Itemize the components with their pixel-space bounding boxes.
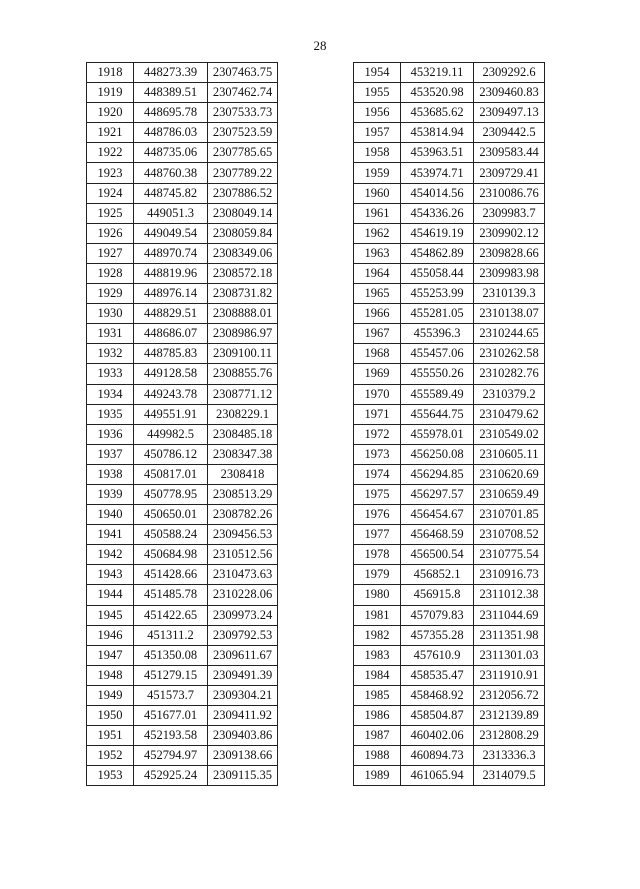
y-coordinate-cell: 2310775.54 [474,545,545,565]
table-row [354,404,545,424]
point-number-cell: 1975 [354,484,401,504]
y-coordinate-cell: 2309983.7 [474,203,545,223]
y-coordinate-cell: 2309497.13 [474,103,545,123]
y-coordinate-cell: 2308485.18 [208,424,278,444]
point-number-cell: 1923 [87,163,134,183]
point-number-cell: 1925 [87,203,134,223]
x-coordinate-cell: 453963.51 [401,143,474,163]
x-coordinate-cell: 448745.82 [134,183,208,203]
point-number-cell: 1984 [354,665,401,685]
table-row [354,645,545,665]
table-row [354,263,545,283]
y-coordinate-cell: 2309973.24 [208,605,278,625]
point-number-cell: 1945 [87,605,134,625]
table-row [87,63,278,83]
point-number-cell: 1928 [87,263,134,283]
point-number-cell: 1988 [354,746,401,766]
table-row [87,706,278,726]
point-number-cell: 1969 [354,364,401,384]
point-number-cell: 1958 [354,143,401,163]
table-row [354,545,545,565]
x-coordinate-cell: 458504.87 [401,706,474,726]
coordinates-table-left [86,62,278,786]
table-row [87,384,278,404]
x-coordinate-cell: 449128.58 [134,364,208,384]
table-row [354,444,545,464]
point-number-cell: 1924 [87,183,134,203]
point-number-cell: 1937 [87,444,134,464]
table-row [354,243,545,263]
point-number-cell: 1939 [87,484,134,504]
table-row [354,726,545,746]
y-coordinate-cell: 2310620.69 [474,464,545,484]
y-coordinate-cell: 2309442.5 [474,123,545,143]
point-number-cell: 1946 [87,625,134,645]
point-number-cell: 1977 [354,525,401,545]
x-coordinate-cell: 451485.78 [134,585,208,605]
x-coordinate-cell: 454014.56 [401,183,474,203]
y-coordinate-cell: 2310228.06 [208,585,278,605]
table-row [87,163,278,183]
y-coordinate-cell: 2310708.52 [474,525,545,545]
x-coordinate-cell: 455457.06 [401,344,474,364]
table-row [354,143,545,163]
point-number-cell: 1938 [87,464,134,484]
point-number-cell: 1981 [354,605,401,625]
table-row [87,263,278,283]
x-coordinate-cell: 450817.01 [134,464,208,484]
x-coordinate-cell: 452193.58 [134,726,208,746]
x-coordinate-cell: 451422.65 [134,605,208,625]
point-number-cell: 1953 [87,766,134,786]
y-coordinate-cell: 2310379.2 [474,384,545,404]
y-coordinate-cell: 2308049.14 [208,203,278,223]
table-row [354,706,545,726]
y-coordinate-cell: 2307533.73 [208,103,278,123]
x-coordinate-cell: 456297.57 [401,484,474,504]
point-number-cell: 1957 [354,123,401,143]
point-number-cell: 1952 [87,746,134,766]
x-coordinate-cell: 456294.85 [401,464,474,484]
x-coordinate-cell: 461065.94 [401,766,474,786]
x-coordinate-cell: 448819.96 [134,263,208,283]
point-number-cell: 1919 [87,83,134,103]
table-row [354,565,545,585]
x-coordinate-cell: 455058.44 [401,263,474,283]
x-coordinate-cell: 449982.5 [134,424,208,444]
y-coordinate-cell: 2307789.22 [208,163,278,183]
point-number-cell: 1943 [87,565,134,585]
table-row [87,746,278,766]
x-coordinate-cell: 452794.97 [134,746,208,766]
y-coordinate-cell: 2309456.53 [208,525,278,545]
table-row [354,464,545,484]
point-number-cell: 1974 [354,464,401,484]
y-coordinate-cell: 2310701.85 [474,505,545,525]
x-coordinate-cell: 451311.2 [134,625,208,645]
x-coordinate-cell: 453814.94 [401,123,474,143]
x-coordinate-cell: 454619.19 [401,223,474,243]
x-coordinate-cell: 457079.83 [401,605,474,625]
point-number-cell: 1922 [87,143,134,163]
point-number-cell: 1963 [354,243,401,263]
y-coordinate-cell: 2310139.3 [474,284,545,304]
point-number-cell: 1951 [87,726,134,746]
y-coordinate-cell: 2309611.67 [208,645,278,665]
point-number-cell: 1920 [87,103,134,123]
point-number-cell: 1933 [87,364,134,384]
point-number-cell: 1955 [354,83,401,103]
y-coordinate-cell: 2310916.73 [474,565,545,585]
point-number-cell: 1931 [87,324,134,344]
y-coordinate-cell: 2311351.98 [474,625,545,645]
x-coordinate-cell: 448686.07 [134,324,208,344]
y-coordinate-cell: 2310138.07 [474,304,545,324]
x-coordinate-cell: 451279.15 [134,665,208,685]
point-number-cell: 1959 [354,163,401,183]
point-number-cell: 1978 [354,545,401,565]
table-row [87,525,278,545]
x-coordinate-cell: 450684.98 [134,545,208,565]
point-number-cell: 1979 [354,565,401,585]
table-row [87,304,278,324]
x-coordinate-cell: 453520.98 [401,83,474,103]
y-coordinate-cell: 2309983.98 [474,263,545,283]
x-coordinate-cell: 450650.01 [134,505,208,525]
page-number: 28 [313,38,327,53]
x-coordinate-cell: 457355.28 [401,625,474,645]
y-coordinate-cell: 2308855.76 [208,364,278,384]
table-row [354,324,545,344]
table-row [354,505,545,525]
coordinates-table-right [353,62,545,786]
y-coordinate-cell: 2309115.35 [208,766,278,786]
point-number-cell: 1918 [87,63,134,83]
point-number-cell: 1927 [87,243,134,263]
point-number-cell: 1972 [354,424,401,444]
point-number-cell: 1935 [87,404,134,424]
y-coordinate-cell: 2308572.18 [208,263,278,283]
x-coordinate-cell: 448760.38 [134,163,208,183]
point-number-cell: 1965 [354,284,401,304]
y-coordinate-cell: 2310549.02 [474,424,545,444]
point-number-cell: 1921 [87,123,134,143]
table-row [87,364,278,384]
y-coordinate-cell: 2307463.75 [208,63,278,83]
point-number-cell: 1967 [354,324,401,344]
x-coordinate-cell: 449049.54 [134,223,208,243]
x-coordinate-cell: 453219.11 [401,63,474,83]
x-coordinate-cell: 455253.99 [401,284,474,304]
table-row [354,685,545,705]
point-number-cell: 1948 [87,665,134,685]
y-coordinate-cell: 2308347.38 [208,444,278,464]
table-row [354,746,545,766]
table-row [87,424,278,444]
point-number-cell: 1982 [354,625,401,645]
point-number-cell: 1973 [354,444,401,464]
table-row [87,344,278,364]
y-coordinate-cell: 2310473.63 [208,565,278,585]
y-coordinate-cell: 2308731.82 [208,284,278,304]
y-coordinate-cell: 2310244.65 [474,324,545,344]
table-row [354,665,545,685]
table-row [87,444,278,464]
y-coordinate-cell: 2307462.74 [208,83,278,103]
x-coordinate-cell: 455978.01 [401,424,474,444]
table-row [354,63,545,83]
x-coordinate-cell: 451428.66 [134,565,208,585]
point-number-cell: 1934 [87,384,134,404]
y-coordinate-cell: 2308888.01 [208,304,278,324]
table-row [354,223,545,243]
table-row [87,685,278,705]
point-number-cell: 1980 [354,585,401,605]
table-row [87,243,278,263]
point-number-cell: 1930 [87,304,134,324]
y-coordinate-cell: 2308782.26 [208,505,278,525]
point-number-cell: 1985 [354,685,401,705]
table-row [354,284,545,304]
y-coordinate-cell: 2313336.3 [474,746,545,766]
y-coordinate-cell: 2310659.49 [474,484,545,504]
table-row [354,83,545,103]
x-coordinate-cell: 455550.26 [401,364,474,384]
table-row [354,163,545,183]
table-row [87,605,278,625]
x-coordinate-cell: 460402.06 [401,726,474,746]
table-row [354,364,545,384]
y-coordinate-cell: 2307523.59 [208,123,278,143]
table-row [354,424,545,444]
y-coordinate-cell: 2310512.56 [208,545,278,565]
x-coordinate-cell: 456468.59 [401,525,474,545]
point-number-cell: 1971 [354,404,401,424]
y-coordinate-cell: 2308986.97 [208,324,278,344]
point-number-cell: 1950 [87,706,134,726]
y-coordinate-cell: 2310605.11 [474,444,545,464]
y-coordinate-cell: 2311301.03 [474,645,545,665]
point-number-cell: 1929 [87,284,134,304]
point-number-cell: 1940 [87,505,134,525]
point-number-cell: 1983 [354,645,401,665]
y-coordinate-cell: 2311910.91 [474,665,545,685]
y-coordinate-cell: 2308513.29 [208,484,278,504]
x-coordinate-cell: 455281.05 [401,304,474,324]
table-row [354,344,545,364]
y-coordinate-cell: 2310262.58 [474,344,545,364]
table-row [354,183,545,203]
table-row [87,103,278,123]
x-coordinate-cell: 458535.47 [401,665,474,685]
point-number-cell: 1936 [87,424,134,444]
x-coordinate-cell: 448735.06 [134,143,208,163]
table-row [87,464,278,484]
point-number-cell: 1949 [87,685,134,705]
y-coordinate-cell: 2308229.1 [208,404,278,424]
x-coordinate-cell: 451350.08 [134,645,208,665]
table-row [354,304,545,324]
x-coordinate-cell: 448785.83 [134,344,208,364]
table-row [87,203,278,223]
y-coordinate-cell: 2309583.44 [474,143,545,163]
table-row [87,645,278,665]
table-row [87,404,278,424]
point-number-cell: 1941 [87,525,134,545]
x-coordinate-cell: 455644.75 [401,404,474,424]
y-coordinate-cell: 2311044.69 [474,605,545,625]
y-coordinate-cell: 2309491.39 [208,665,278,685]
y-coordinate-cell: 2309729.41 [474,163,545,183]
table-row [87,585,278,605]
table-row [354,605,545,625]
table-row [87,123,278,143]
y-coordinate-cell: 2309292.6 [474,63,545,83]
table-row [354,585,545,605]
y-coordinate-cell: 2309460.83 [474,83,545,103]
y-coordinate-cell: 2309828.66 [474,243,545,263]
x-coordinate-cell: 449551.91 [134,404,208,424]
table-row [87,324,278,344]
y-coordinate-cell: 2311012.38 [474,585,545,605]
x-coordinate-cell: 455396.3 [401,324,474,344]
table-row [87,505,278,525]
table-row [87,284,278,304]
x-coordinate-cell: 460894.73 [401,746,474,766]
y-coordinate-cell: 2312808.29 [474,726,545,746]
x-coordinate-cell: 448389.51 [134,83,208,103]
table-row [87,665,278,685]
point-number-cell: 1954 [354,63,401,83]
x-coordinate-cell: 450778.95 [134,484,208,504]
y-coordinate-cell: 2309403.86 [208,726,278,746]
x-coordinate-cell: 448976.14 [134,284,208,304]
table-row [354,625,545,645]
x-coordinate-cell: 450588.24 [134,525,208,545]
y-coordinate-cell: 2308418 [208,464,278,484]
x-coordinate-cell: 457610.9 [401,645,474,665]
table-row [87,183,278,203]
x-coordinate-cell: 456500.54 [401,545,474,565]
x-coordinate-cell: 458468.92 [401,685,474,705]
y-coordinate-cell: 2309411.92 [208,706,278,726]
y-coordinate-cell: 2309792.53 [208,625,278,645]
y-coordinate-cell: 2309902.12 [474,223,545,243]
y-coordinate-cell: 2309100.11 [208,344,278,364]
table-row [354,766,545,786]
x-coordinate-cell: 456454.67 [401,505,474,525]
table-row [354,123,545,143]
point-number-cell: 1932 [87,344,134,364]
table-row [87,766,278,786]
table-row [87,545,278,565]
x-coordinate-cell: 448829.51 [134,304,208,324]
x-coordinate-cell: 453974.71 [401,163,474,183]
y-coordinate-cell: 2312139.89 [474,706,545,726]
table-row [87,726,278,746]
y-coordinate-cell: 2307785.65 [208,143,278,163]
x-coordinate-cell: 456250.08 [401,444,474,464]
point-number-cell: 1962 [354,223,401,243]
y-coordinate-cell: 2309138.66 [208,746,278,766]
table-row [87,565,278,585]
table-row [87,143,278,163]
y-coordinate-cell: 2314079.5 [474,766,545,786]
point-number-cell: 1987 [354,726,401,746]
y-coordinate-cell: 2307886.52 [208,183,278,203]
table-row [87,625,278,645]
x-coordinate-cell: 456852.1 [401,565,474,585]
y-coordinate-cell: 2312056.72 [474,685,545,705]
table-row [354,484,545,504]
x-coordinate-cell: 449243.78 [134,384,208,404]
y-coordinate-cell: 2308349.06 [208,243,278,263]
point-number-cell: 1964 [354,263,401,283]
y-coordinate-cell: 2310086.76 [474,183,545,203]
x-coordinate-cell: 448786.03 [134,123,208,143]
y-coordinate-cell: 2308771.12 [208,384,278,404]
point-number-cell: 1960 [354,183,401,203]
x-coordinate-cell: 448695.78 [134,103,208,123]
x-coordinate-cell: 455589.49 [401,384,474,404]
y-coordinate-cell: 2309304.21 [208,685,278,705]
x-coordinate-cell: 456915.8 [401,585,474,605]
table-row [354,203,545,223]
x-coordinate-cell: 448273.39 [134,63,208,83]
point-number-cell: 1926 [87,223,134,243]
point-number-cell: 1956 [354,103,401,123]
point-number-cell: 1966 [354,304,401,324]
table-row [354,384,545,404]
point-number-cell: 1947 [87,645,134,665]
x-coordinate-cell: 453685.62 [401,103,474,123]
point-number-cell: 1961 [354,203,401,223]
table-row [87,484,278,504]
y-coordinate-cell: 2308059.84 [208,223,278,243]
point-number-cell: 1976 [354,505,401,525]
x-coordinate-cell: 452925.24 [134,766,208,786]
point-number-cell: 1970 [354,384,401,404]
point-number-cell: 1968 [354,344,401,364]
x-coordinate-cell: 449051.3 [134,203,208,223]
point-number-cell: 1942 [87,545,134,565]
y-coordinate-cell: 2310479.62 [474,404,545,424]
point-number-cell: 1989 [354,766,401,786]
x-coordinate-cell: 454862.89 [401,243,474,263]
point-number-cell: 1986 [354,706,401,726]
x-coordinate-cell: 454336.26 [401,203,474,223]
point-number-cell: 1944 [87,585,134,605]
x-coordinate-cell: 448970.74 [134,243,208,263]
table-row [354,525,545,545]
table-row [87,223,278,243]
table-row [87,83,278,103]
x-coordinate-cell: 450786.12 [134,444,208,464]
table-row [354,103,545,123]
x-coordinate-cell: 451677.01 [134,706,208,726]
y-coordinate-cell: 2310282.76 [474,364,545,384]
x-coordinate-cell: 451573.7 [134,685,208,705]
